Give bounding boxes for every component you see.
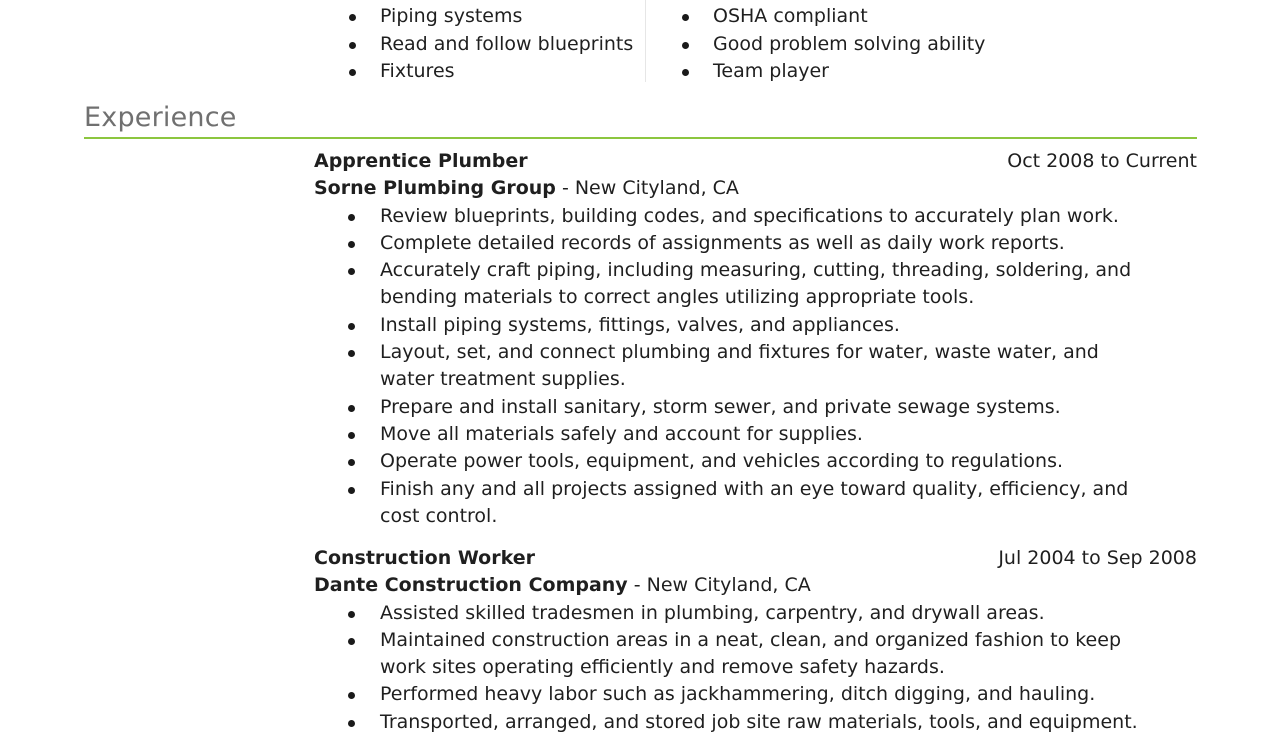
skills-list-right — [673, 0, 1073, 85]
bullet-icon — [348, 268, 355, 275]
list-item — [314, 230, 1140, 257]
bullet-icon — [348, 241, 355, 248]
skills-list-left — [340, 0, 640, 85]
job-location: - New Cityland, CA — [627, 574, 811, 597]
duty-text: Maintained construction areas in a neat, clean, and organized fashion to keep work sites operating efficiently and remove safety hazards. — [380, 628, 1121, 679]
bullet-icon — [348, 638, 355, 645]
list-item — [314, 681, 1140, 708]
list-item — [314, 600, 1140, 627]
list-item — [314, 448, 1140, 475]
job-title: Apprentice Plumber — [314, 150, 528, 172]
bullet-icon — [682, 42, 689, 49]
bullet-icon — [348, 459, 355, 466]
skill-text: Piping systems — [380, 5, 523, 28]
experience-heading: Experience — [84, 102, 237, 133]
bullet-icon — [349, 42, 356, 49]
skill-item — [340, 58, 640, 85]
job-dates: Jul 2004 to Sep 2008 — [998, 547, 1197, 569]
bullet-icon — [348, 611, 355, 618]
skill-text: OSHA compliant — [713, 5, 868, 28]
bullet-icon — [348, 405, 355, 412]
duty-text: Performed heavy labor such as jackhammering, ditch digging, and hauling. — [380, 683, 1096, 706]
bullet-icon — [348, 720, 355, 727]
duty-text: Operate power tools, equipment, and vehicles according to regulations. — [380, 450, 1064, 473]
duty-text: Prepare and install sanitary, storm sewer, and private sewage systems. — [380, 395, 1061, 418]
skill-text: Team player — [713, 59, 829, 82]
list-item — [314, 394, 1140, 421]
job-dates: Oct 2008 to Current — [1007, 150, 1197, 172]
job-entry — [314, 148, 1197, 530]
duty-text: Transported, arranged, and stored job site raw materials, tools, and equipment. — [380, 710, 1138, 733]
duty-text: Review blueprints, building codes, and specifications to accurately plan work. — [380, 204, 1119, 227]
job-company: Sorne Plumbing Group — [314, 177, 556, 200]
duty-text: Finish any and all projects assigned with an eye toward quality, efficiency, and cost control. — [380, 477, 1129, 527]
skill-item — [673, 58, 1073, 85]
skill-item — [340, 31, 640, 58]
job-duties-list — [314, 203, 1197, 531]
skill-item — [340, 3, 640, 30]
job-entry — [314, 545, 1197, 736]
job-company-line — [314, 572, 1197, 599]
duty-text: Move all materials safely and account for supplies. — [380, 422, 863, 445]
list-item — [314, 257, 1140, 312]
section-divider — [84, 137, 1197, 139]
bullet-icon — [348, 350, 355, 357]
list-item — [314, 339, 1140, 394]
bullet-icon — [349, 69, 356, 76]
skills-section — [340, 0, 1200, 86]
skill-item — [673, 31, 1073, 58]
list-item — [314, 421, 1140, 448]
skills-divider — [645, 0, 646, 82]
duty-text: Complete detailed records of assignments as well as daily work reports. — [380, 231, 1065, 254]
bullet-icon — [349, 14, 356, 21]
job-duties-list — [314, 600, 1197, 736]
bullet-icon — [348, 214, 355, 221]
duty-text: Assisted skilled tradesmen in plumbing, carpentry, and drywall areas. — [380, 601, 1045, 624]
bullet-icon — [682, 14, 689, 21]
list-item — [314, 627, 1140, 682]
skill-text: Good problem solving ability — [713, 32, 986, 55]
list-item — [314, 203, 1140, 230]
bullet-icon — [348, 432, 355, 439]
job-company: Dante Construction Company — [314, 574, 628, 597]
job-header — [314, 148, 1197, 175]
bullet-icon — [348, 323, 355, 330]
duty-text: Layout, set, and connect plumbing and fixtures for water, waste water, and water treatment supplies. — [380, 341, 1099, 391]
job-header — [314, 545, 1197, 572]
job-location: - New Cityland, CA — [555, 177, 739, 200]
skill-text: Read and follow blueprints — [380, 32, 634, 55]
job-title: Construction Worker — [314, 547, 535, 569]
bullet-icon — [348, 692, 355, 699]
list-item — [314, 312, 1140, 339]
list-item — [314, 709, 1140, 736]
duty-text: Accurately craft piping, including measuring, cutting, threading, soldering, and bending materials to correct angles utilizing appropriate tools. — [380, 259, 1132, 309]
job-company-line — [314, 175, 1197, 202]
skill-text: Fixtures — [380, 59, 455, 82]
list-item — [314, 476, 1140, 531]
duty-text: Install piping systems, fittings, valves, and appliances. — [380, 313, 900, 336]
skill-item — [673, 3, 1073, 30]
bullet-icon — [348, 487, 355, 494]
bullet-icon — [682, 69, 689, 76]
